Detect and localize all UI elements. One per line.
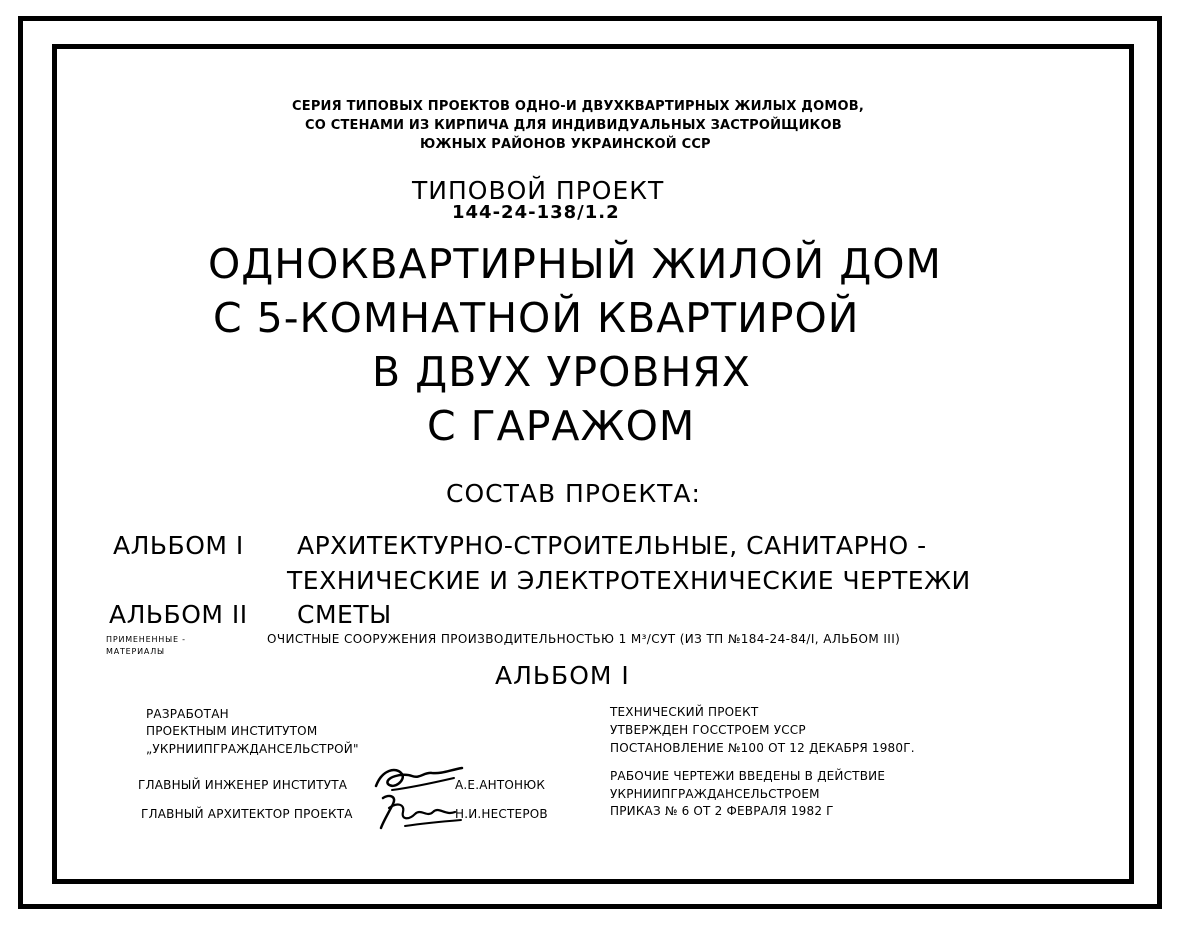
- title-line-1: ОДНОКВАРТИРНЫЙ ЖИЛОЙ ДОМ: [208, 240, 942, 288]
- approval-line-3: ПОСТАНОВЛЕНИЕ №100 ОТ 12 ДЕКАБРЯ 1980Г.: [610, 741, 915, 755]
- approval-line-2: УТВЕРЖДЕН ГОССТРОЕМ УССР: [610, 723, 806, 737]
- applied-materials-label-1: ПРИМЕНЕННЫЕ -: [106, 635, 186, 644]
- applied-materials-text: ОЧИСТНЫЕ СООРУЖЕНИЯ ПРОИЗВОДИТЕЛЬНОСТЬЮ 1 М³/СУТ (ИЗ ТП №184-24-84/I, АЛЬБОМ III): [267, 632, 901, 646]
- developer-line-1: РАЗРАБОТАН: [146, 707, 229, 721]
- album-2-text: СМЕТЫ: [297, 600, 392, 629]
- approval-line-4: РАБОЧИЕ ЧЕРТЕЖИ ВВЕДЕНЫ В ДЕЙСТВИЕ: [610, 769, 886, 783]
- chief-engineer-role: ГЛАВНЫЙ ИНЖЕНЕР ИНСТИТУТА: [138, 778, 348, 792]
- chief-architect-signature: [375, 790, 465, 834]
- chief-architect-role: ГЛАВНЫЙ АРХИТЕКТОР ПРОЕКТА: [141, 807, 353, 821]
- chief-architect-name: Н.И.НЕСТЕРОВ: [455, 807, 548, 821]
- chief-engineer-name: А.Е.АНТОНЮК: [455, 778, 546, 792]
- album-1-text-line-1: АРХИТЕКТУРНО-СТРОИТЕЛЬНЫЕ, САНИТАРНО -: [297, 531, 927, 560]
- project-code: 144-24-138/1.2: [452, 202, 620, 223]
- project-type-label: ТИПОВОЙ ПРОЕКТ: [412, 176, 665, 205]
- composition-heading: СОСТАВ ПРОЕКТА:: [446, 479, 701, 508]
- album-1-label: АЛЬБОМ I: [113, 531, 244, 560]
- approval-line-1: ТЕХНИЧЕСКИЙ ПРОЕКТ: [610, 705, 759, 719]
- title-line-4: С ГАРАЖОМ: [427, 402, 696, 450]
- title-line-3: В ДВУХ УРОВНЯХ: [372, 348, 751, 396]
- approval-line-5: УКРНИИПГРАЖДАНСЕЛЬСТРОЕМ: [610, 787, 820, 801]
- album-1-text-line-2: ТЕХНИЧЕСКИЕ И ЭЛЕКТРОТЕХНИЧЕСКИЕ ЧЕРТЕЖИ: [287, 566, 971, 595]
- inner-frame-border: [52, 44, 1134, 884]
- approval-line-6: ПРИКАЗ № 6 ОТ 2 ФЕВРАЛЯ 1982 Г: [610, 804, 834, 818]
- series-line-2: СО СТЕНАМИ ИЗ КИРПИЧА ДЛЯ ИНДИВИДУАЛЬНЫХ ЗАСТРОЙЩИКОВ: [305, 118, 842, 133]
- applied-materials-label-2: МАТЕРИАЛЫ: [106, 647, 165, 656]
- series-line-3: ЮЖНЫХ РАЙОНОВ УКРАИНСКОЙ ССР: [420, 137, 711, 152]
- title-line-2: С 5-КОМНАТНОЙ КВАРТИРОЙ: [213, 294, 860, 342]
- album-2-label: АЛЬБОМ II: [109, 600, 248, 629]
- series-line-1: СЕРИЯ ТИПОВЫХ ПРОЕКТОВ ОДНО-И ДВУХКВАРТИРНЫХ ЖИЛЫХ ДОМОВ,: [292, 99, 864, 114]
- current-album-label: АЛЬБОМ I: [495, 661, 630, 690]
- developer-line-2: ПРОЕКТНЫМ ИНСТИТУТОМ: [146, 724, 318, 738]
- developer-line-3: „УКРНИИПГРАЖДАНСЕЛЬСТРОЙ": [146, 742, 359, 756]
